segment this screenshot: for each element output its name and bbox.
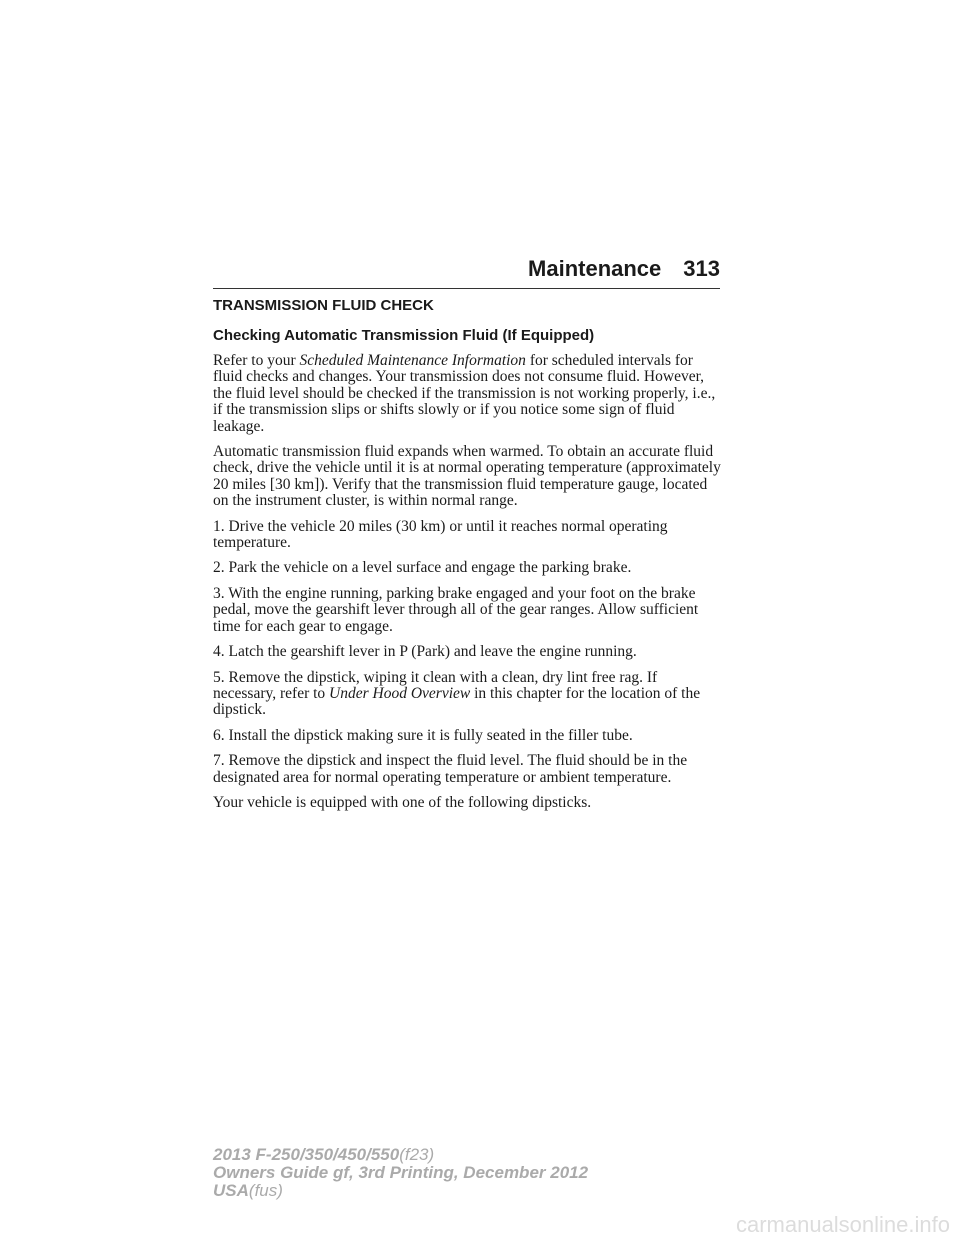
step-3: 3. With the engine running, parking brake engaged and your foot on the brake pedal, move the gearshift lever through all of the gear ranges. Allow sufficient time for each gear to engage. <box>213 584 699 635</box>
closing-paragraph: Your vehicle is equipped with one of the following dipsticks. <box>213 793 592 811</box>
section-title: Maintenance <box>528 256 662 281</box>
intro-paragraph <box>213 353 723 435</box>
page-number: 313 <box>683 256 720 281</box>
watermark: carmanualsonline.info <box>735 1212 950 1237</box>
market-code: (fus) <box>248 1181 283 1200</box>
step-5-text-start: 5. Remove the dipstick, wiping it clean with a clean, dry lint free rag. If necessary, refer to <box>213 668 658 702</box>
step-5-text-end: in this chapter for the location of the dipstick. <box>213 684 701 719</box>
page-footer <box>213 1146 588 1200</box>
step-4: 4. Latch the gearshift lever in P (Park) and leave the engine running. <box>213 643 637 661</box>
footer-line-2: Owners Guide gf, 3rd Printing, December 2012 <box>213 1163 589 1182</box>
footer-line-3 <box>213 1182 588 1200</box>
market-name: USA <box>213 1181 249 1200</box>
step-5 <box>213 670 723 719</box>
intro-text-start: Refer to your <box>213 352 300 369</box>
model-code: (f23) <box>399 1145 435 1164</box>
step-7: 7. Remove the dipstick and inspect the fluid level. The fluid should be in the designated area for normal operating temperature or ambient temperature. <box>213 752 688 786</box>
sub-heading: Checking Automatic Transmission Fluid (If Equipped) <box>213 327 595 344</box>
page-header <box>213 256 720 282</box>
page-content <box>213 296 723 820</box>
warm-fluid-paragraph: Automatic transmission fluid expands when warmed. To obtain an accurate fluid check, drive the vehicle until it is at normal operating temperature (approximately 20 miles [30 km]). Verify that the transmission fluid temperature gauge, located on the instrument cluster, is within normal range. <box>213 443 721 510</box>
model-names: 2013 F-250/350/450/550 <box>213 1145 400 1164</box>
section-heading: TRANSMISSION FLUID CHECK <box>213 297 434 314</box>
step-1: 1. Drive the vehicle 20 miles (30 km) or until it reaches normal operating temperature. <box>213 517 668 552</box>
step-2: 2. Park the vehicle on a level surface and engage the parking brake. <box>213 559 632 577</box>
header-rule <box>213 288 720 289</box>
step-6: 6. Install the dipstick making sure it is fully seated in the filler tube. <box>213 726 633 744</box>
intro-text-end: for scheduled intervals for fluid checks and changes. Your transmission does not consume fluid. However, the fluid level should be checked if the transmission is not working properly, i.e., if the transmission slips or shifts slowly or if you notice some sign of fluid leakage. <box>213 352 716 435</box>
cross-reference: Under Hood Overview <box>329 684 471 702</box>
cross-reference: Scheduled Maintenance Information <box>299 352 526 369</box>
footer-line-1 <box>213 1146 588 1164</box>
